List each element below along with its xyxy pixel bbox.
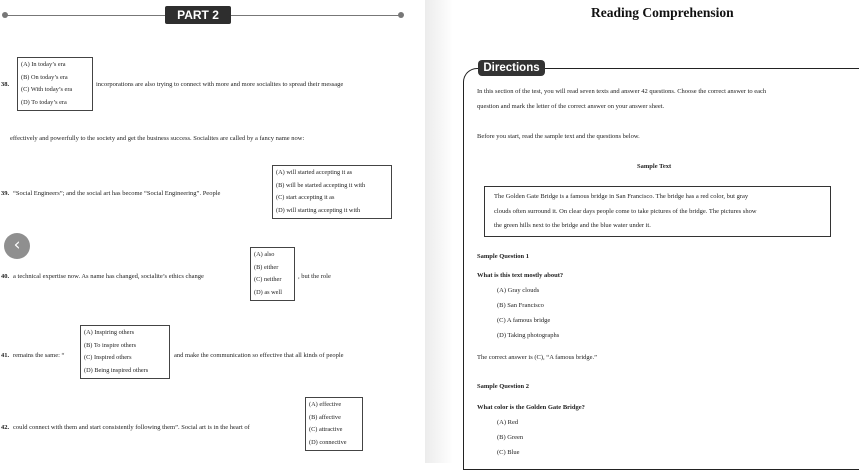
question-40-text-before: a technical expertise now. As name has changed, socialite’s ethics change [13, 273, 204, 280]
sample-question-1-heading: Sample Question 1 [477, 253, 530, 260]
option-42-d[interactable]: (D) connective [309, 438, 347, 446]
question-number-38: 38. [1, 81, 10, 88]
option-39-c[interactable]: (C) start accepting it as [276, 194, 335, 202]
options-box-41 [80, 325, 170, 379]
option-40-b[interactable]: (B) either [254, 263, 279, 271]
option-38-c[interactable]: (C) With today’s era [21, 86, 73, 94]
left-page [0, 0, 425, 463]
option-41-c[interactable]: (C) Inspired others [84, 354, 132, 362]
sample-q1-option-b[interactable]: (B) San Francisco [497, 302, 544, 309]
option-39-b[interactable]: (B) will be started accepting it with [276, 181, 366, 189]
option-38-d[interactable]: (D) To today’s era [21, 98, 67, 106]
question-number-40: 40. [1, 273, 10, 280]
sample-question-2-text: What color is the Golden Gate Bridge? [477, 404, 585, 411]
sample-q1-option-d[interactable]: (D) Taking photographs [497, 332, 560, 339]
header-rule-right [231, 15, 401, 16]
directions-line-2: question and mark the letter of the correct answer on your answer sheet. [477, 103, 665, 110]
option-40-a[interactable]: (A) also [254, 251, 275, 258]
sample-text-heading: Sample Text [637, 163, 672, 170]
option-39-a[interactable]: (A) will started accepting it as [276, 169, 353, 176]
question-41-text-after: and make the communication so effective that all kinds of people [174, 352, 344, 359]
section-title: Reading Comprehension [591, 5, 734, 20]
option-42-b[interactable]: (B) affective [309, 413, 341, 421]
question-39-text-before: “Social Engineers”; and the social art has become “Social Engineering”. People [13, 190, 221, 197]
question-41-text-before: remains the same: “ [13, 352, 65, 359]
sample-text-line-3: the green hills next to the bridge and the blue water under it. [494, 222, 651, 229]
option-38-b[interactable]: (B) On today’s era [21, 73, 68, 81]
directions-line-1: In this section of the test, you will read seven texts and answer 42 questions. Choose the correct answer to each [477, 88, 767, 95]
question-38-text-after: incorporations are also trying to connect with more and more socialites to spread their message [96, 81, 344, 88]
option-41-d[interactable]: (D) Being inspired others [84, 366, 149, 374]
passage-line: effectively and powerfully to the society and get the business success. Socialites are called by a fancy name now: [10, 135, 305, 142]
option-42-c[interactable]: (C) attractive [309, 426, 343, 434]
options-box-38 [17, 57, 93, 111]
option-42-a[interactable]: (A) effective [309, 401, 342, 408]
rule-dot-right [398, 12, 404, 18]
directions-label: Directions [478, 60, 545, 76]
option-40-d[interactable]: (D) as well [254, 288, 282, 296]
sample-text-line-1: The Golden Gate Bridge is a famous bridge in San Francisco. The bridge has a red color, but gray [494, 193, 749, 200]
sample-text-line-2: clouds often surround it. On clear days people come to take pictures of the bridge. The pictures show [494, 208, 757, 215]
options-box-40 [250, 247, 295, 301]
option-41-b[interactable]: (B) To inspire others [84, 341, 137, 349]
option-41-a[interactable]: (A) Inspiring others [84, 329, 135, 336]
options-box-39 [272, 165, 392, 219]
sample-q1-answer: The correct answer is (C), “A famous bridge.” [477, 354, 598, 361]
sample-question-2-heading: Sample Question 2 [477, 383, 530, 390]
question-42-text-before: could connect with them and start consistently following them”. Social art is in the heart of [13, 424, 250, 431]
sample-q2-option-c[interactable]: (C) Blue [497, 449, 520, 456]
question-40-text-after: , but the role [298, 273, 331, 280]
before-start-text: Before you start, read the sample text and the questions below. [477, 133, 640, 140]
option-38-a[interactable]: (A) In today’s era [21, 61, 66, 68]
question-number-41: 41. [1, 352, 10, 359]
part-label: PART 2 [165, 6, 231, 24]
sample-q2-option-a[interactable]: (A) Red [497, 419, 519, 426]
question-number-42: 42. [1, 424, 10, 431]
sample-q1-option-c[interactable]: (C) A famous bridge [497, 317, 551, 324]
option-40-c[interactable]: (C) neither [254, 276, 282, 284]
sample-q2-option-b[interactable]: (B) Green [497, 434, 524, 441]
book-gutter [425, 0, 453, 463]
header-rule-left [5, 15, 165, 16]
options-box-42 [305, 397, 363, 451]
sample-question-1-text: What is this text mostly about? [477, 272, 564, 279]
question-number-39: 39. [1, 190, 10, 197]
sample-q1-option-a[interactable]: (A) Gray clouds [497, 287, 540, 294]
previous-page-arrow-icon[interactable]: ‹ [4, 233, 30, 259]
option-39-d[interactable]: (D) will starting accepting it with [276, 206, 361, 214]
